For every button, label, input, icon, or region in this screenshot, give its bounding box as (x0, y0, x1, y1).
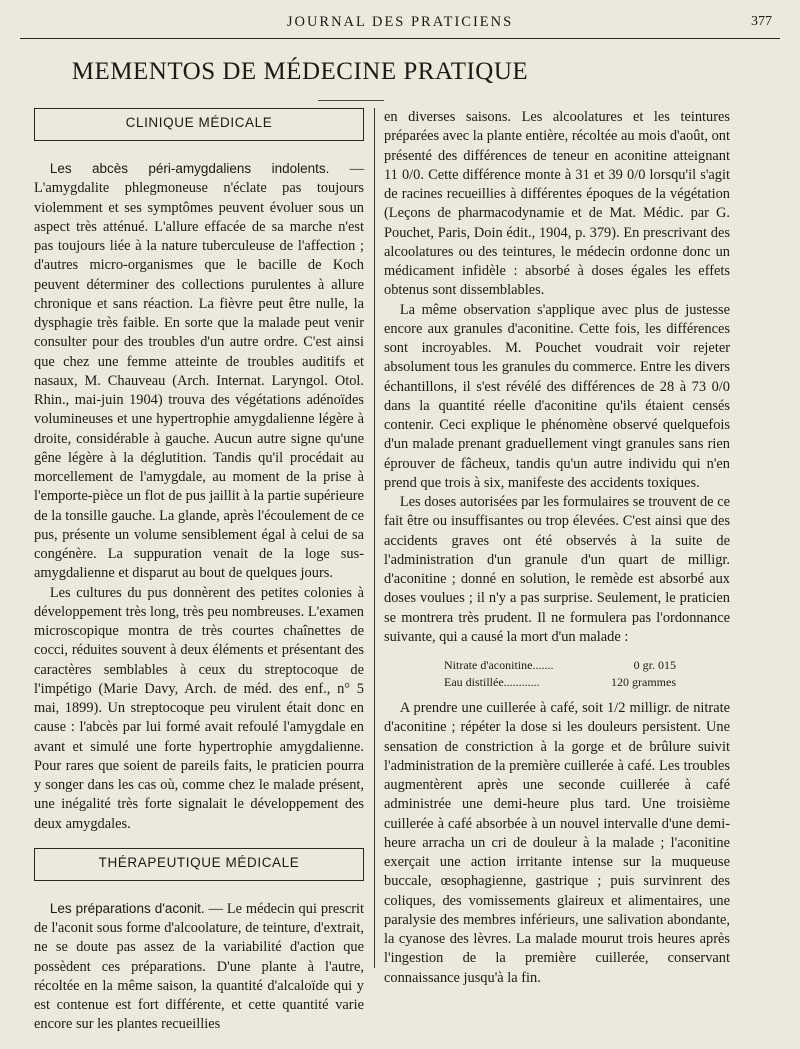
right-paragraph-2: La même observation s'applique avec plus de justesse encore aux granules d'aconitine. Cette fois, les différences sont incroyables. M. Pouchet voudrait voir rejeter absolument tous les granules du commerce. Entre les divers échantillons, il s'est révélé des différences de 28 à 73 0/0 dans la quantité réelle d'aconitine qu'ils étaient censés contenir. Ceci explique le phénomène observé quelquefois d'un malade prenant graduellement vingt granules sans rien éprouver de fâcheux, tandis qu'un autre individu qui n'en prend que trois à six, manifeste des accidents toxiques. (384, 301, 730, 491)
column-divider (374, 108, 375, 968)
right-column (384, 108, 730, 988)
running-header (20, 8, 780, 39)
clinique-paragraph-2: Les cultures du pus donnèrent des petites colonies à développement très long, très peu nombreuses. L'examen microscopique montra de très courtes chaînettes de cocci, réduites souvent à deux éléments et présentant des caractères semblables à ceux du streptocoque de l'impétigo (Marie Davy, Arch. de méd. des enf., n° 5 mai, 1899). Un streptocoque peu virulent était donc en cause : l'abcès par lui formé avait refoulé l'amygdale en avant et simulé une forte hypertrophie amygdalienne. Pour rares que soient de pareils faits, le praticien pourra y songer dans les cas où, comme chez le malade présent, une inégalité très forte signalait le développement des deux amygdales. (34, 584, 364, 832)
page-number: 377 (751, 14, 772, 29)
title-rule (318, 100, 384, 101)
clinique-lead: Les abcès péri-amygdaliens indolents. (49, 161, 330, 176)
formula-row (384, 674, 730, 691)
formula-ingredient: Eau distillée............ (444, 675, 540, 689)
journal-title: JOURNAL DES PRATICIENS (286, 14, 514, 30)
therapeutique-text-1: — Le médecin qui prescrit de l'aconit sous forme d'alcoolature, de teinture, d'extrait, ne se doute pas assez de la variabilité d'action que possèdent ces préparations. D'une plante à l'autre, récoltée en la même saison, la quantité d'alcaloïde qui y est contenue est fort différente, et cette quantité varie encore sur les plantes recueillies (34, 900, 364, 1033)
clinique-text-1: — L'amygdalite phlegmoneuse n'éclate pas toujours violemment et ses symptômes peuvent évoluer sous un aspect très atténué. L'allure effacée de sa marche n'est pas toujours liée à la nature tuberculeuse de l'affection ; d'autres micro-organismes que le bacille de Koch peuvent déterminer des collections purulentes à allure chronique et sans réaction. La fièvre peut être nulle, la dysphagie très faible. En sorte que la malade peut venir consulter pour des troubles d'un autre ordre. C'est ainsi que chez une femme atteinte de troubles auditifs et nasaux, M. Chauveau (Arch. Internat. Laryngol. Otol. Rhin., mai-juin 1904) trouva des végétations adénoïdes volumineuses et une hypertrophie amygdalienne légère à droite, considérable à gauche. Aucun autre signe qu'une gêne légère à la déglutition. Tandis qu'il procédait au morcellement de l'amygdale, au moment de la prise à l'emporte-pièce un flot de pus jaillit à la partie supérieure de la tonsille gauche. La glande, après l'écoulement de ce pus, présente un volume sensiblement égal à celui de sa congénère. La suppuration venait de la loge sus-amygdalienne et disparut au bout de quelques jours. (34, 161, 364, 582)
formula-dose: 120 grammes (611, 675, 676, 689)
main-title: MEMENTOS DE MÉDECINE PRATIQUE (71, 58, 529, 85)
right-paragraph-3: Les doses autorisées par les formulaires se trouvent de ce fait être ou insuffisantes ou trop élevées. C'est ainsi que des accidents graves ont été observés à la suite de l'administration d'un granule d'un quart de milligr. d'aconitine ; donné en solution, le remède est absorbé aux doses voulues ; il n'y a pas surprise. Seulement, le praticien se montrera très prudent. Il ne formulera pas l'ordonnance suivante, qui a causé la mort d'un malade : (384, 494, 730, 645)
formula-row (384, 657, 730, 674)
right-paragraph-1: en diverses saisons. Les alcoolatures et les teintures préparées avec la plante entière, récoltée au mois d'août, ont présenté des différences de teneur en aconitine atteignant 11 0/0. Cette différence monte à 31 et 39 0/0 lorsqu'il s'agit de racines recueillies à différentes époques de la végétation (Leçons de pharmacodynamie et de Mat. Médic. par G. Pouchet, Paris, Doin édit., 1904, p. 379). En prescrivant des alcoolatures ou des teintures, le médecin ordonne donc un médicament infidèle : absorbé à doses égales les effets obtenus sont dissemblables. (384, 109, 730, 299)
section-heading-therapeutique: THÉRAPEUTIQUE MÉDICALE (34, 848, 364, 881)
section-heading-clinique: CLINIQUE MÉDICALE (34, 108, 364, 141)
prescription-formula (384, 657, 730, 691)
left-column (34, 108, 364, 1035)
therapeutique-lead: Les préparations d'aconit. (49, 900, 205, 916)
formula-dose: 0 gr. 015 (633, 658, 676, 672)
right-paragraph-4: A prendre une cuillerée à café, soit 1/2 milligr. de nitrate d'aconitine ; répéter la dose si les douleurs persistent. Une sensation de constriction à la gorge et de brûlure suivit l'administration de la première cuillerée à café. Les troubles augmentèrent après une seconde cuillerée à café administrée une demi-heure plus tard. Une troisième cuillerée à café absorbée à un nouvel intervalle d'une demi-heure arracha un cri de douleur à la malade ; l'aconitine exerçait une action irritante intense sur la muqueuse buccale, œsophagienne, gastrique ; puis survinrent des coliques, des vomissements glaireux et alimentaires, une paralysie des membres inférieurs, une salivation abondante, la cyanose des lèvres. La malade mourut trois heures après l'ingestion de la première cuillerée, conservant connaissance jusqu'à la fin. (384, 700, 730, 986)
therapeutique-paragraph-1 (34, 899, 364, 1035)
clinique-paragraph-1 (34, 159, 364, 584)
formula-ingredient: Nitrate d'aconitine....... (444, 658, 554, 672)
